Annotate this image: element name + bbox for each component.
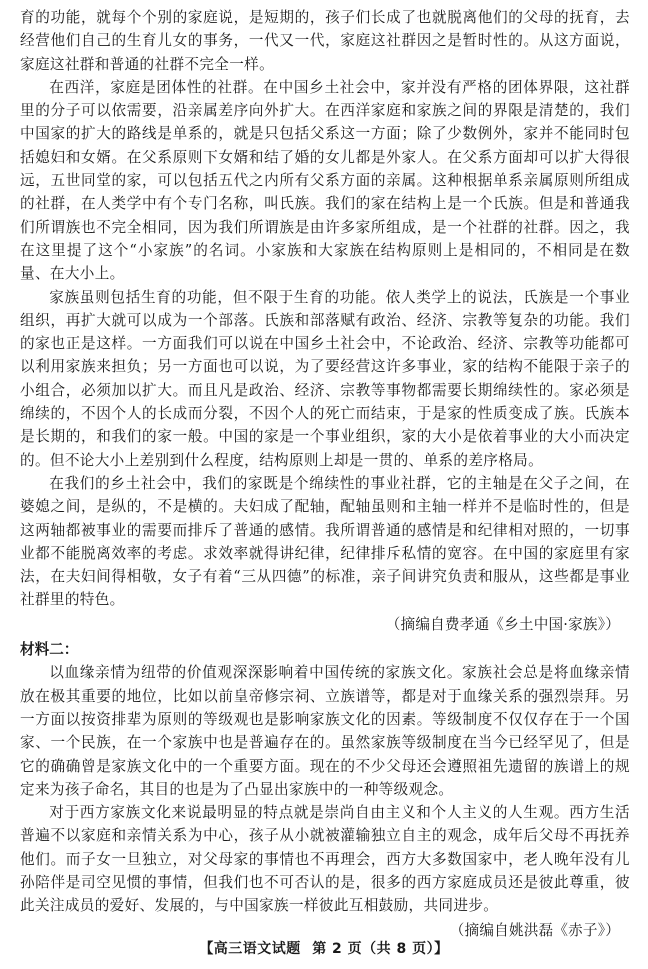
exam-title: 【高三语文试题: [199, 941, 301, 957]
paragraph: 对于西方家族文化来说最明显的特点就是崇尚自由主义和个人主义的人生观。西方生活普遍不以家庭和亲情关系为中心，孩子从小就被灌输独立自主的观念，成年后父母不再抚养他们。而子女一旦独立，对父母家的事情也不再理会，西方大多数国家中，老人晚年没有儿孙陪伴是司空见惯的事情，但我们也不可否认的是，很多的西方家庭成员还是彼此尊重，彼此关注成员的爱好、发展的，与中国家族一样彼此互相鼓励，共同进步。: [20, 804, 630, 915]
paragraph: 育的功能，就每个个别的家庭说，是短期的，孩子们长成了也就脱离他们的父母的抚育，去经营他们自己的生育儿女的事务，一代又一代，家庭这社群因之是暂时性的。从这方面说，家庭这社群和普通的社群不完全一样。: [20, 9, 630, 73]
exam-page: [20, 6, 630, 942]
paragraph: 在我们的乡土社会中，我们的家既是个绵续性的事业社群，它的主轴是在父子之间，在婆媳之间，是纵的，不是横的。夫妇成了配轴，配轴虽则和主轴一样并不是临时性的，但是这两轴都被事业的需要而排斥了普通的感情。我所谓普通的感情是和纪律相对照的，一切事业都不能脱离效率的考虑。求效率就得讲纪律，纪律排斥私情的宽容。在中国的家庭里有家法，在夫妇间得相敬，女子有着“三从四德”的标准，亲子间讲究负责和服从，这些都是事业社群里的特色。: [20, 474, 630, 609]
page-footer: [0, 938, 648, 958]
paragraph: 以血缘亲情为纽带的价值观深深影响着中国传统的家族文化。家族社会总是将血缘亲情放在极其重要的地位，比如以前皇帝修宗祠、立族谱等，都是对于血缘关系的强烈崇拜。另一方面以按资排辈为原则的等级观也是影响家族文化的因素。等级制度不仅仅存在于一个国家、一个民族，在一个家族中也是普遍存在的。虽然家族等级制度在当今已经罕见了，但是它的确确曾是家族文化中的一个重要方面。现在的不少父母还会遵照祖先遗留的族谱上的规定来为孩子命名，其目的也是为了凸显出家族中的一种等级观念。: [20, 664, 630, 798]
material-two-heading: 材料二：: [20, 641, 79, 659]
source-citation: （摘编自姚洪磊《赤子》）: [449, 921, 620, 939]
paragraph: 家族虽则包括生育的功能，但不限于生育的功能。依人类学上的说法，氏族是一个事业组织，再扩大就可以成为一个部落。氏族和部落赋有政治、经济、宗教等复杂的功能。我们的家也正是这样。一方面我们可以说在中国乡土社会中，不论政治、经济、宗教等功能都可以利用家族来担负；另一方面也可以说，为了要经营这许多事业，家的结构不能限于亲子的小组合，必须加以扩大。而且凡是政治、经济、宗教等事物都需要长期绵续性的。家必须是绵续的，不因个人的长成而分裂，不因个人的死亡而结束，于是家的性质变成了族。氏族本是长期的，和我们的家一般。中国的家是一个事业组织，家的大小是依着事业的大小而决定的。但不论大小上差别到什么程度，结构原则上却是一贯的、单系的差序格局。: [20, 288, 630, 469]
page-number: 第 2 页（共 8 页）】: [312, 941, 449, 957]
paragraph: 在西洋，家庭是团体性的社群。在中国乡土社会中，家并没有严格的团体界限，这社群里的分子可以依需要，沿亲属差序向外扩大。在西洋家庭和家族之间的界限是清楚的，我们中国家的扩大的路线是单系的，就是只包括父系这一方面；除了少数例外，家并不能同时包括媳妇和女婿。在父系原则下女婿和结了婚的女儿都是外家人。在父系方面却可以扩大得很远，五世同堂的家，可以包括五代之内所有父系方面的亲属。这种根据单系亲属原则所组成的社群，在人类学中有个专门名称，叫氏族。我们的家在结构上是一个氏族。但是和普通我们所谓族也不完全相同，因为我们所谓族是由许多家所组成，是一个社群的社群。因之，我在这里提了这个“小家族”的名词。小家族和大家族在结构原则上是相同的，不相同是在数量、在大小上。: [20, 78, 630, 283]
source-citation: （摘编自费孝通《乡土中国·家族》）: [385, 615, 620, 633]
